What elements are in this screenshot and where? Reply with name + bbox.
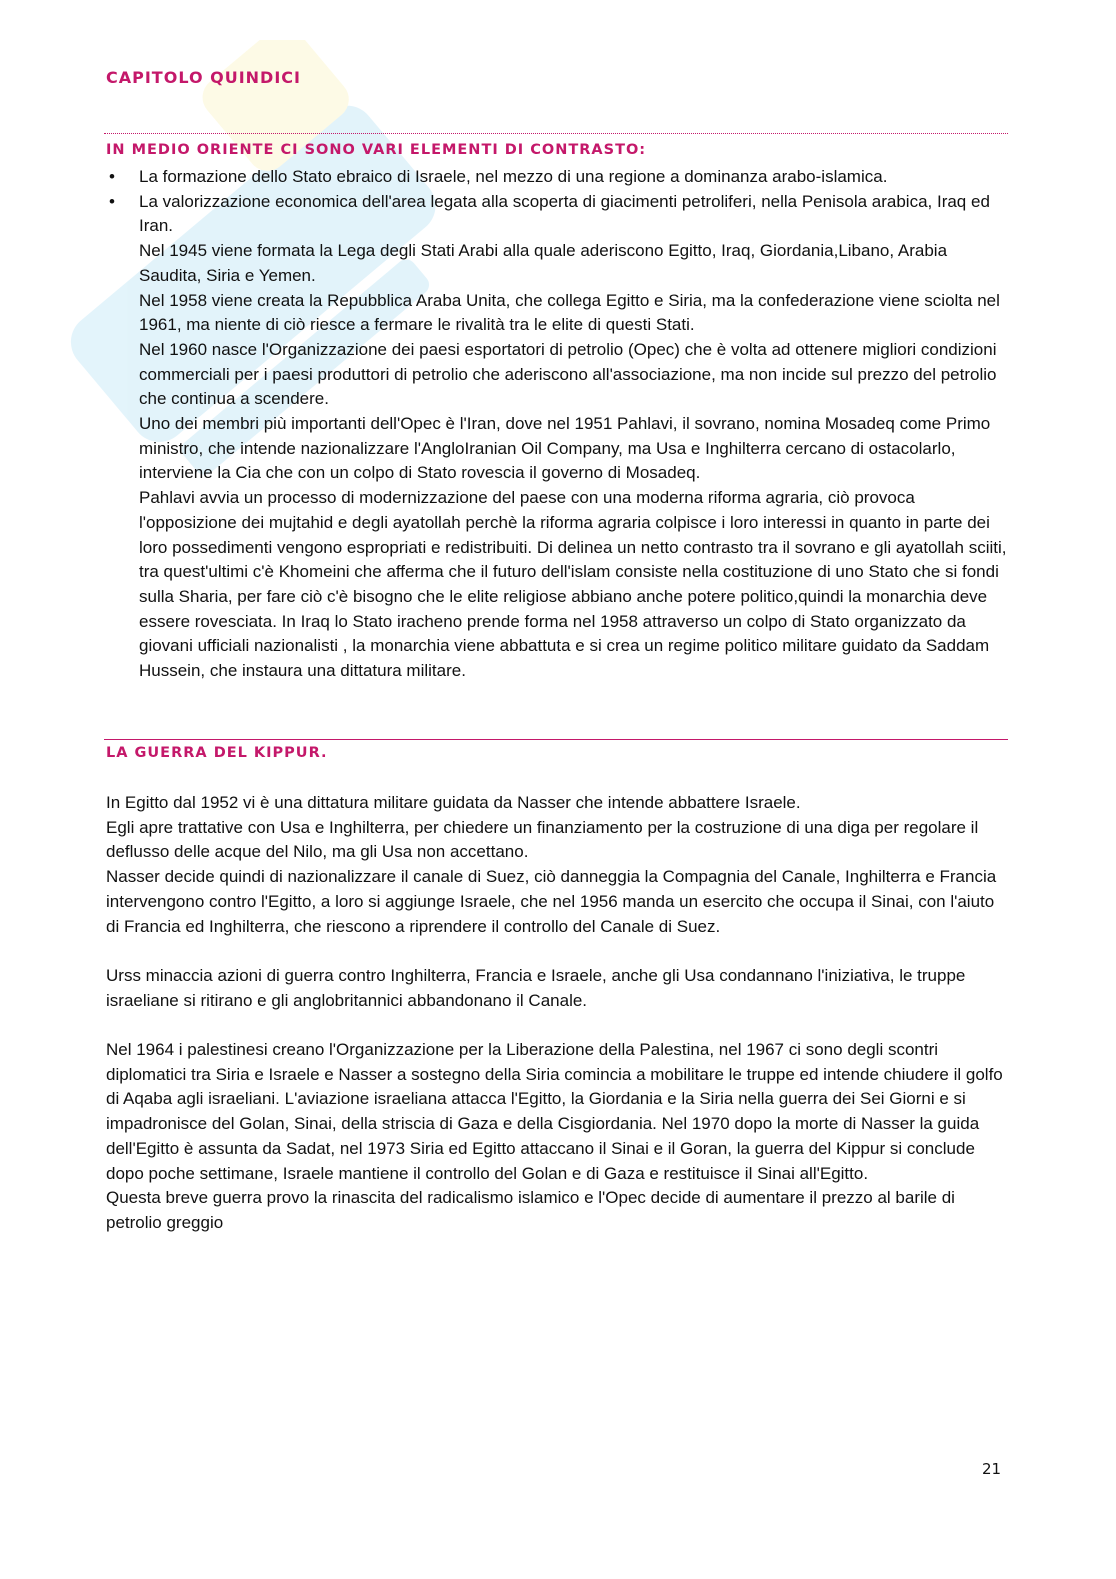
paragraph: Uno dei membri più importanti dell'Opec è l'Iran, dove nel 1951 Pahlavi, il sovrano, nomina Mosadeq come Primo ministro, che intende nazionalizzare l'AngloIranian Oil Company, ma Usa e Inghilterra cercano di ostacolarlo, interviene la Cia che con un colpo di Stato rovescia il governo di Mosadeq. bbox=[139, 414, 991, 483]
paragraph: Nel 1964 i palestinesi creano l'Organizzazione per la Liberazione della Palestina, nel 1967 ci sono degli scontri diplomatici tra Siria e Israele e Nasser a sostegno della Siria comincia a mobilitare le truppe ed intende chiudere il golfo di Aqaba agli israeliani. L'aviazione israeliana attacca l'Egitto, la Giordania e la Siria nella guerra dei Sei Giorni e si impadronisce del Golan, Sinai, della striscia di Gaza e della Cisgiordania. Nel 1970 dopo la morte di Nasser la guida dell'Egitto è assunta da Sadat, nel 1973 Siria ed Egitto attaccano il Sinai e il Goran, la guerra del Kippur si conclude dopo poche settimane, Israele mantiene il controllo del Golan e di Gaza e restituisce il Sinai all'Egitto. bbox=[106, 1040, 1003, 1183]
bullet-item bbox=[106, 165, 1008, 190]
paragraph-spacer bbox=[106, 939, 1008, 964]
bullet-icon: • bbox=[109, 167, 115, 186]
bullet-item bbox=[106, 190, 1008, 684]
paragraph: Urss minaccia azioni di guerra contro Inghilterra, Francia e Israele, anche gli Usa condannano l'iniziativa, le truppe israeliane si ritirano e gli anglobritannici abbandonano il Canale. bbox=[106, 965, 966, 1010]
section-heading-middle-east: IN MEDIO ORIENTE CI SONO VARI ELEMENTI DI CONTRASTO: bbox=[106, 142, 647, 158]
paragraph: Nel 1958 viene creata la Repubblica Araba Unita, che collega Egitto e Siria, ma la confederazione viene sciolta nel 1961, ma niente di ciò riesce a fermare le rivalità tra le elite di questi Stati. bbox=[139, 290, 1000, 335]
page-number: 21 bbox=[982, 1460, 1002, 1478]
dotted-divider bbox=[104, 133, 1008, 134]
paragraph: Nel 1960 nasce l'Organizzazione dei paesi esportatori di petrolio (Opec) che è volta ad ottenere migliori condizioni commerciali per i paesi produttori di petrolio che aderiscono all'associazione, ma non incide sul prezzo del petrolio che continua a scendere. bbox=[139, 339, 997, 409]
middle-east-content bbox=[106, 165, 1008, 684]
section-divider bbox=[104, 739, 1008, 740]
chapter-title: CAPITOLO QUINDICI bbox=[106, 68, 301, 87]
paragraph: Questa breve guerra provo la rinascita del radicalismo islamico e l'Opec decide di aumentare il prezzo al barile di petrolio greggio bbox=[106, 1188, 955, 1232]
bullet-text: La valorizzazione economica dell'area legata alla scoperta di giacimenti petroliferi, nella Penisola arabica, Iraq ed Iran. bbox=[139, 191, 990, 236]
paragraph: Egli apre trattative con Usa e Inghilterra, per chiedere un finanziamento per la costruzione di una diga per regolare il deflusso delle acque del Nilo, ma gli Usa non accettano. bbox=[106, 817, 979, 862]
paragraph: In Egitto dal 1952 vi è una dittatura militare guidata da Nasser che intende abbattere Israele. bbox=[106, 793, 801, 812]
paragraph: Pahlavi avvia un processo di modernizzazione del paese con una moderna riforma agraria, ciò provoca l'opposizione dei mujtahid e degli ayatollah perchè la riforma agraria colpisce i loro interessi in quanto in parte dei loro possedimenti vengono espropriati e redistribuiti. Di delinea un netto contrasto tra il sovrano e gli ayatollah sciiti, tra quest'ultimi c'è Khomeini che afferma che il futuro dell'islam consiste nella costituzione di uno Stato che si fondi sulla Sharia, per fare ciò c'è bisogno che le elite religiose abbiano anche potere politico,quindi la monarchia deve essere rovesciata. In Iraq lo Stato iracheno prende forma nel 1958 attraverso un colpo di Stato organizzato da giovani ufficiali nazionalisti , la monarchia viene abbattuta e si crea un regime politico militare guidato da Saddam Hussein, che instaura una dittatura militare. bbox=[139, 488, 1007, 681]
kippur-content bbox=[106, 791, 1008, 1236]
section-heading-kippur: LA GUERRA DEL KIPPUR. bbox=[106, 745, 328, 761]
paragraph: Nasser decide quindi di nazionalizzare il canale di Suez, ciò danneggia la Compagnia del Canale, Inghilterra e Francia intervengono contro l'Egitto, a loro si aggiunge Israele, che nel 1956 manda un esercito che occupa il Sinai, con l'aiuto di Francia ed Inghilterra, che riescono a riprendere il controllo del Canale di Suez. bbox=[106, 867, 997, 936]
paragraph-spacer bbox=[106, 1013, 1008, 1038]
paragraph: Nel 1945 viene formata la Lega degli Stati Arabi alla quale aderiscono Egitto, Iraq, Giordania,Libano, Arabia Saudita, Siria e Yemen. bbox=[139, 241, 948, 285]
bullet-icon: • bbox=[109, 191, 115, 211]
bullet-text: La formazione dello Stato ebraico di Israele, nel mezzo di una regione a dominanza arabo-islamica. bbox=[139, 167, 888, 186]
